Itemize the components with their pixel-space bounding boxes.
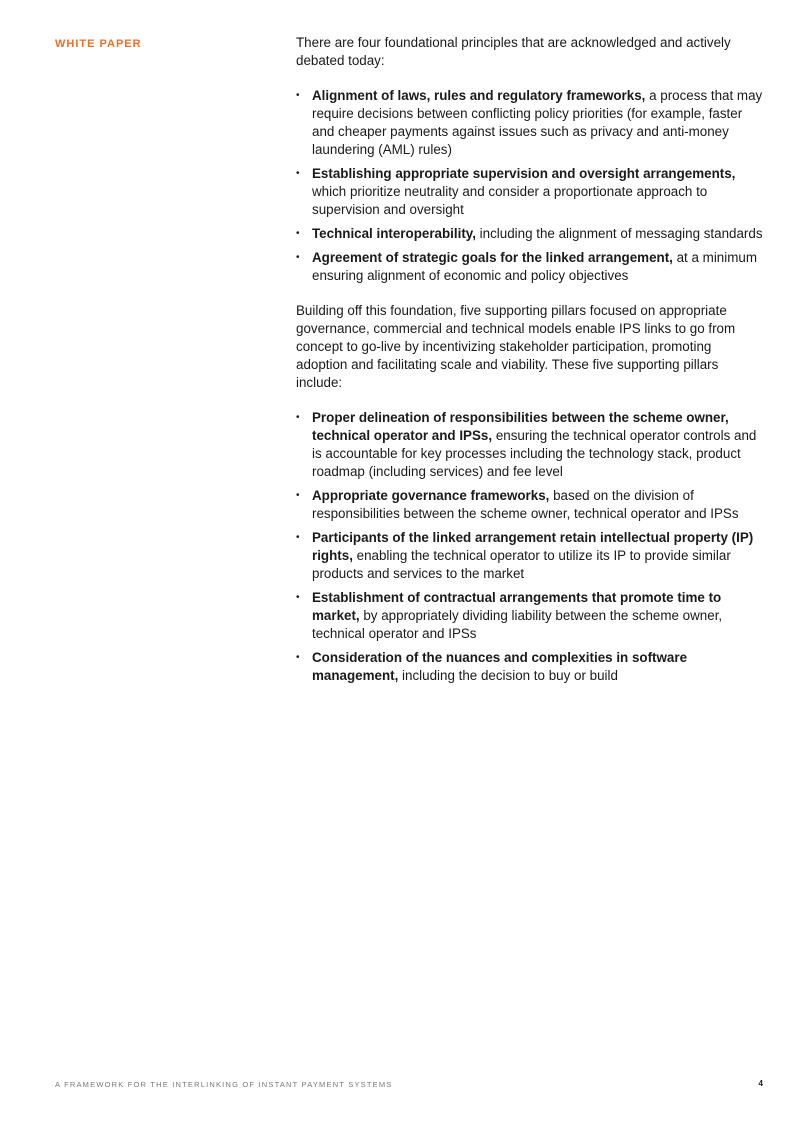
list-item — [296, 589, 766, 643]
bullet-icon: • — [296, 252, 300, 263]
item-heading: Consideration of the nuances and complexities in software management, — [312, 650, 688, 683]
item-heading: Establishment of contractual arrangements that promote time to market, — [312, 590, 722, 623]
bullet-icon: • — [296, 228, 300, 239]
list-item — [296, 649, 766, 685]
item-text: enabling the technical operator to utilize its IP to provide similar products and services to the market — [312, 548, 731, 581]
bullet-icon: • — [296, 168, 300, 179]
bullet-icon: • — [296, 652, 300, 663]
list-item — [296, 165, 766, 219]
list-item — [296, 249, 766, 285]
list-item — [296, 409, 766, 481]
item-text: by appropriately dividing liability between the scheme owner, technical operator and IPSs — [312, 608, 723, 641]
item-text: a process that may require decisions between conflicting policy priorities (for example, faster and cheaper payments against issues such as privacy and anti-money laundering (AML) rules) — [312, 88, 763, 157]
pillars-intro-paragraph: Building off this foundation, five supporting pillars focused on appropriate governance, commercial and technical models enable IPS links to go from concept to go-live by incentivizing stakeholder participation, promoting adoption and facilitating scale and viability. These five supporting pillars include: — [296, 303, 736, 390]
list-item — [296, 87, 766, 159]
bullet-icon: • — [296, 532, 300, 543]
item-heading: Agreement of strategic goals for the linked arrangement, — [312, 250, 673, 265]
principles-list — [296, 87, 766, 285]
item-heading: Appropriate governance frameworks, — [312, 488, 550, 503]
item-text: ensuring the technical operator controls and is accountable for key processes including the technology stack, product roadmap (including services) and fee level — [312, 428, 757, 479]
pillars-list — [296, 409, 766, 685]
item-text: which prioritize neutrality and consider a proportionate approach to supervision and oversight — [312, 184, 708, 217]
main-content — [296, 34, 766, 702]
bullet-icon: • — [296, 90, 300, 101]
page-number: 4 — [758, 1079, 763, 1088]
item-text: at a minimum ensuring alignment of economic and policy objectives — [312, 250, 757, 283]
section-label: WHITE PAPER — [55, 38, 142, 50]
item-text: including the alignment of messaging standards — [475, 226, 763, 241]
item-text: based on the division of responsibilities between the scheme owner, technical operator and IPSs — [312, 488, 739, 521]
item-text: including the decision to buy or build — [398, 668, 618, 683]
list-item — [296, 487, 766, 523]
item-heading: Establishing appropriate supervision and oversight arrangements, — [312, 166, 736, 181]
bullet-icon: • — [296, 412, 300, 423]
item-heading: Technical interoperability, — [312, 226, 476, 241]
item-heading: Alignment of laws, rules and regulatory frameworks, — [312, 88, 646, 103]
list-item — [296, 225, 766, 243]
footer-title: A FRAMEWORK FOR THE INTERLINKING OF INSTANT PAYMENT SYSTEMS — [55, 1080, 393, 1089]
intro-paragraph: There are four foundational principles that are acknowledged and actively debated today: — [296, 35, 731, 68]
item-heading: Participants of the linked arrangement retain intellectual property (IP) rights, — [312, 530, 754, 563]
list-item — [296, 529, 766, 583]
bullet-icon: • — [296, 490, 300, 501]
bullet-icon: • — [296, 592, 300, 603]
item-heading: Proper delineation of responsibilities between the scheme owner, technical operator and IPSs, — [312, 410, 729, 443]
